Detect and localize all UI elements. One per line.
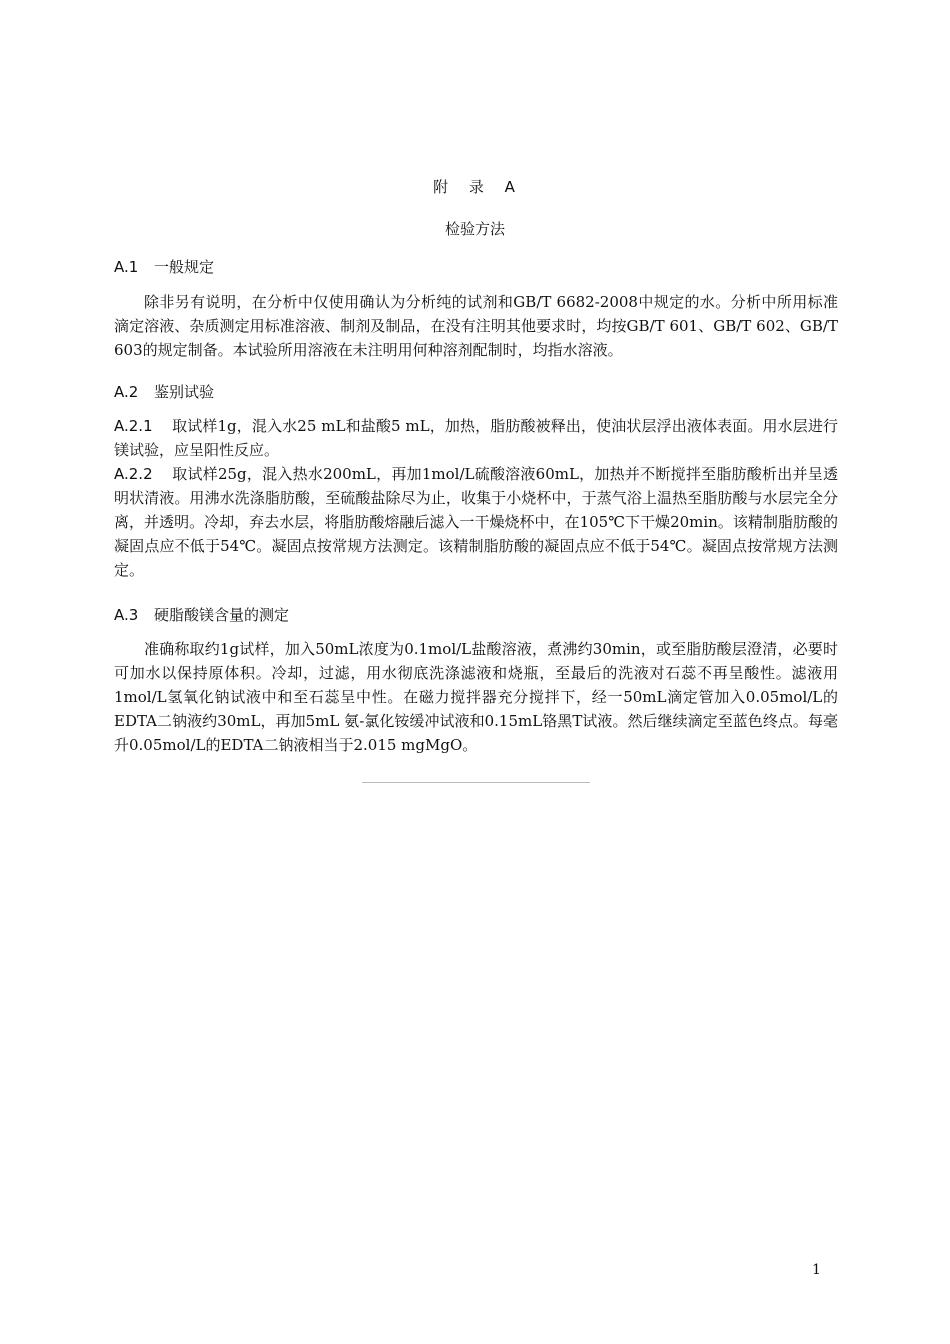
- clause-a21: [114, 414, 838, 462]
- clause-number: A.2.1: [114, 417, 153, 435]
- page-number: 1: [812, 1262, 821, 1278]
- section-heading-a1: [114, 256, 214, 277]
- section-heading-a3: [114, 604, 289, 625]
- end-divider: [362, 782, 590, 783]
- section-title: 硬脂酸镁含量的测定: [154, 606, 290, 624]
- appendix-label: 附 录 A: [433, 178, 517, 196]
- section-paragraph-a1: 除非另有说明，在分析中仅使用确认为分析纯的试剂和GB/T 6682-2008中规定的水。分析中所用标准滴定溶液、杂质测定用标准溶液、制剂及制品，在没有注明其他要求时，均按GB/T 601、GB/T 602、GB/T 603的规定制备。本试验所用溶液在未注明用何种溶剂配制时，均指水溶液。: [114, 293, 838, 359]
- clause-number: A.2.2: [114, 465, 153, 483]
- section-title: 鉴别试验: [154, 383, 215, 401]
- clause-text: 取试样25g，混入热水200mL，再加1mol/L硫酸溶液60mL，加热并不断搅拌至脂肪酸析出并呈透明状清液。用沸水洗涤脂肪酸，至硫酸盐除尽为止，收集于小烧杯中，于蒸气浴上温热至脂肪酸与水层完全分离，并透明。冷却，弃去水层，将脂肪酸熔融后滤入一干燥烧杯中，在105℃下干燥20min。该精制脂肪酸的凝固点应不低于54℃。凝固点按常规方法测定。该精制脂肪酸的凝固点应不低于54℃。凝固点按常规方法测定。: [114, 465, 838, 579]
- section-number: A.3: [114, 606, 139, 624]
- section-number: A.2: [114, 383, 139, 401]
- clause-text: 取试样1g，混入水25 mL和盐酸5 mL，加热，脂肪酸被释出，使油状层浮出液体表面。用水层进行镁试验，应呈阳性反应。: [114, 417, 838, 459]
- section-title: 一般规定: [154, 258, 215, 276]
- section-paragraph-a3: 准确称取约1g试样，加入50mL浓度为0.1mol/L盐酸溶液，煮沸约30min，或至脂肪酸层澄清，必要时可加水以保持原体积。冷却，过滤，用水彻底洗涤滤液和烧瓶，至最后的洗液对石蕊不再呈酸性。滤液用1mol/L氢氧化钠试液中和至石蕊呈中性。在磁力搅拌器充分搅拌下，经一50mL滴定管加入0.05mol/L的EDTA二钠液约30mL，再加5mL 氨-氯化铵缓冲试液和0.15mL铬黑T试液。然后继续滴定至蓝色终点。每毫升0.05mol/L的EDTA二钠液相当于2.015 mgMgO。: [114, 640, 838, 754]
- appendix-title: 检验方法: [444, 220, 505, 238]
- section-number: A.1: [114, 258, 139, 276]
- section-heading-a2: [114, 381, 214, 402]
- clause-a22: [114, 462, 838, 582]
